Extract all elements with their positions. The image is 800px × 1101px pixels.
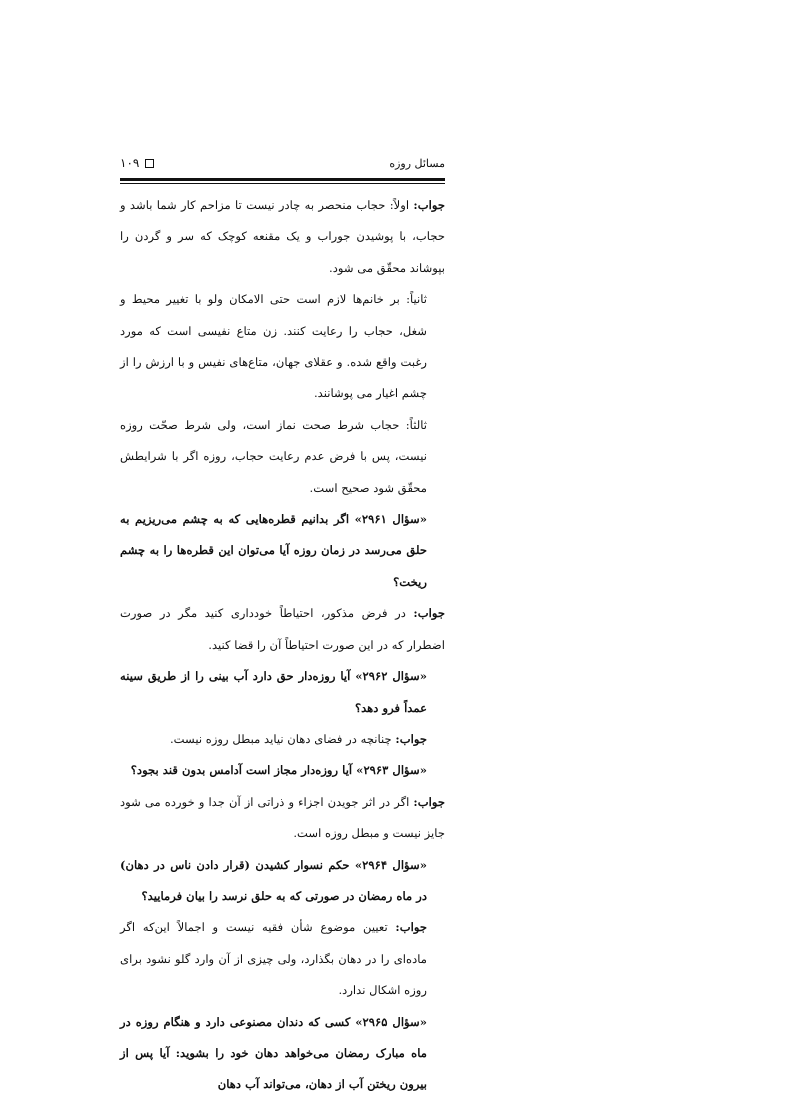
square-icon [145,159,154,168]
answer-label: جواب: [395,920,427,935]
answer-text: تعیین موضوع شأن فقیه نیست و اجمالاً این‌که اگر ماده‌ای را در دهان بگذارد، ولی چیزی از آن وارد گلو نشود برای روزه اشکال ندارد. [120,920,427,998]
answer-label: جواب: [413,606,445,621]
answer-paragraph [120,787,445,850]
answer-label: جواب: [395,731,427,746]
question-paragraph: «سؤال ۲۹۶۳» آیا روزه‌دار مجاز است آدامس بدون قند بجود؟ [130,763,427,778]
answer-paragraph [120,598,445,661]
book-page [120,150,445,1101]
question-paragraph: «سؤال ۲۹۶۱» اگر بدانیم قطره‌هایی که به چشم می‌ریزیم به حلق می‌رسد در زمان روزه آیا می‌توان این قطره‌ها را به چشم ریخت؟ [120,512,427,589]
page-number-group [120,156,154,170]
answer-paragraph [120,190,445,284]
answer-paragraph [120,724,445,755]
header-rule-thick [120,178,445,181]
body-paragraph: ثانیاً: بر خانم‌ها لازم است حتی الامکان ولو با تغییر محیط و شغل، حجاب را رعایت کنند. زن متاع نفیسی است که مورد رغبت واقع شده. و عقلای جهان، متاع‌های نفیس و با ارزش را از چشم اغیار می پوشانند. [120,292,427,401]
running-title: مسائل روزه [389,157,445,170]
answer-label: جواب: [413,794,445,809]
answer-text: در فرض مذکور، احتیاطاً خودداری کنید مگر در صورت اضطرار که در این صورت احتیاطاً آن را قضا کنید. [120,606,445,652]
page-header [120,150,445,170]
page-number: ۱۰۹ [120,156,140,170]
header-rule-thin [120,183,445,184]
page-body [120,190,445,1101]
question-paragraph: «سؤال ۲۹۶۲» آیا روزه‌دار حق دارد آب بینی را از طریق سینه عمداً فرو دهد؟ [120,669,427,715]
question-paragraph: «سؤال ۲۹۶۴» حکم نسوار کشیدن (قرار دادن ناس در دهان) در ماه رمضان در صورتی که به حلق نرسد را بیان فرمایید؟ [120,857,428,903]
answer-text: اولاً: حجاب منحصر به چادر نیست تا مزاحم کار شما باشد و حجاب، با پوشیدن جوراب و یک مقنعه کوچک که سر و گردن را بپوشاند محقّق می شود. [120,198,445,275]
answer-paragraph [120,912,445,1006]
answer-text: چنانچه در فضای دهان نیاید مبطل روزه نیست. [169,731,396,746]
answer-label: جواب: [413,198,445,212]
body-paragraph: ثالثاً: حجاب شرط صحت نماز است، ولی شرط صحّت روزه نیست، پس با فرض عدم رعایت حجاب، روزه اگر با شرایطش محقّق شود صحیح است. [120,417,427,495]
answer-text: اگر در اثر جویدن اجزاء و ذراتی از آن جدا و خورده می شود جایز نیست و مبطل روزه است. [120,794,445,841]
question-paragraph: «سؤال ۲۹۶۵» کسی که دندان مصنوعی دارد و هنگام روزه در ماه مبارک رمضان می‌خواهد دهان خود را بشوید: آیا پس از بیرون ریختن آب از دهان، می‌تواند آب دهان [120,1014,427,1092]
